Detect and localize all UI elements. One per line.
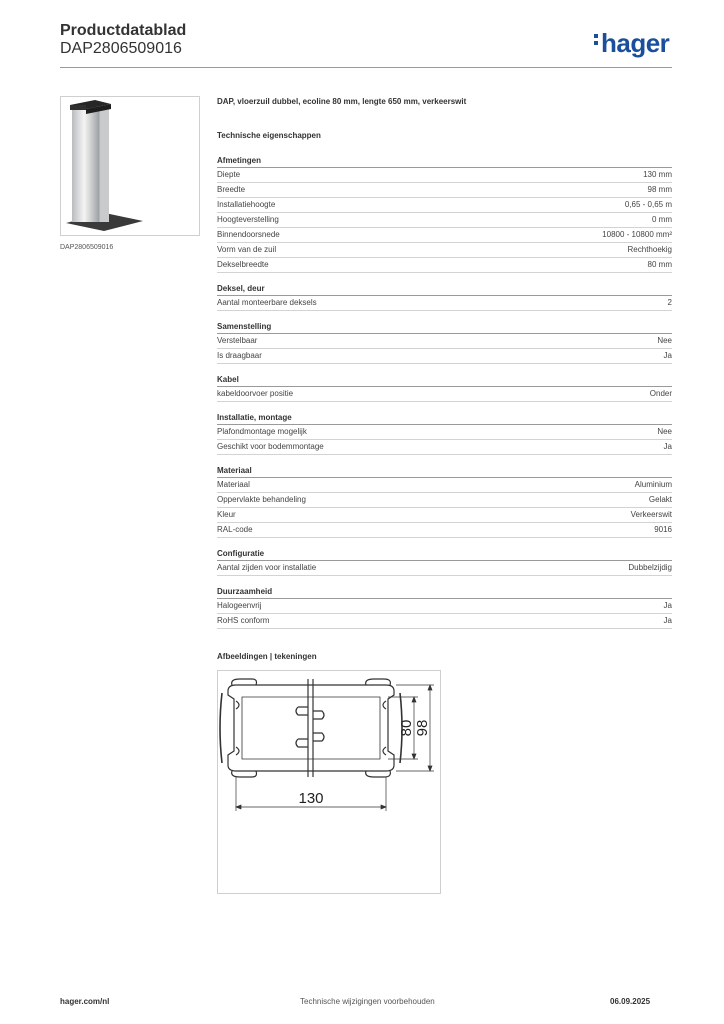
spec-row [217, 183, 672, 198]
cross-section-drawing [218, 671, 440, 893]
spec-row [217, 296, 672, 311]
product-code: DAP2806509016 [60, 40, 182, 57]
spec-section [217, 548, 672, 576]
dim-outer-label: 98 [414, 719, 431, 737]
section-title: Kabel [217, 374, 672, 387]
header-divider [60, 67, 672, 68]
spec-label: Breedte [217, 185, 246, 194]
spec-row [217, 493, 672, 508]
spec-value: 0,65 - 0,65 m [624, 200, 672, 209]
spec-label: RoHS conform [217, 616, 270, 625]
footer-date: 06.09.2025 [610, 997, 651, 1006]
spec-sections [217, 155, 672, 629]
spec-value: Ja [663, 351, 672, 360]
spec-row [217, 213, 672, 228]
spec-section [217, 283, 672, 311]
spec-section [217, 374, 672, 402]
spec-label: Installatiehoogte [217, 200, 276, 209]
spec-section [217, 155, 672, 273]
spec-row [217, 508, 672, 523]
spec-row [217, 334, 672, 349]
spec-value: Ja [663, 616, 672, 625]
logo-text: hager [601, 28, 670, 58]
section-title: Deksel, deur [217, 283, 672, 296]
spec-row [217, 599, 672, 614]
spec-value: 98 mm [647, 185, 672, 194]
logo-dots-icon [594, 34, 599, 48]
spec-row [217, 349, 672, 364]
section-title: Afmetingen [217, 155, 672, 168]
spec-label: Hoogteverstelling [217, 215, 279, 224]
spec-row [217, 561, 672, 576]
spec-label: Verstelbaar [217, 336, 258, 345]
spec-row [217, 614, 672, 629]
dim-inner-label: 80 [398, 719, 415, 737]
spec-label: Materiaal [217, 480, 250, 489]
spec-label: Aantal zijden voor installatie [217, 563, 317, 572]
section-title: Configuratie [217, 548, 672, 561]
spec-row [217, 258, 672, 273]
technical-drawing [217, 670, 441, 894]
section-title: Duurzaamheid [217, 586, 672, 599]
spec-value: Aluminium [634, 480, 672, 489]
footer-website[interactable]: hager.com/nl [60, 997, 110, 1006]
spec-label: RAL-code [217, 525, 253, 534]
drawings-heading: Afbeeldingen | tekeningen [217, 652, 317, 661]
section-title: Installatie, montage [217, 412, 672, 425]
spec-value: Nee [657, 336, 672, 345]
spec-value: 10800 - 10800 mm² [602, 230, 672, 239]
spec-label: kabeldoorvoer positie [217, 389, 294, 398]
spec-value: Rechthoekig [627, 245, 672, 254]
footer-disclaimer: Technische wijzigingen voorbehouden [300, 997, 435, 1006]
page-title: Productdatablad [60, 22, 187, 39]
spec-value: Nee [657, 427, 672, 436]
spec-label: Aantal monteerbare deksels [217, 298, 317, 307]
spec-section [217, 321, 672, 364]
spec-value: 9016 [654, 525, 672, 534]
spec-section [217, 586, 672, 629]
spec-value: Verkeerswit [630, 510, 672, 519]
tech-heading: Technische eigenschappen [217, 131, 321, 140]
spec-row [217, 440, 672, 455]
spec-row [217, 198, 672, 213]
spec-value: 130 mm [643, 170, 672, 179]
spec-row [217, 387, 672, 402]
section-title: Samenstelling [217, 321, 672, 334]
spec-label: Is draagbaar [217, 351, 262, 360]
floor-column-icon [61, 97, 199, 235]
spec-label: Plafondmontage mogelijk [217, 427, 307, 436]
spec-value: Ja [663, 601, 672, 610]
spec-label: Dekselbreedte [217, 260, 269, 269]
spec-value: Dubbelzijdig [628, 563, 672, 572]
product-photo [60, 96, 200, 236]
hager-logo [594, 28, 669, 59]
spec-row [217, 523, 672, 538]
spec-label: Halogeenvrij [217, 601, 262, 610]
spec-label: Kleur [217, 510, 236, 519]
dim-width-label: 130 [298, 790, 324, 807]
spec-section [217, 412, 672, 455]
spec-row [217, 478, 672, 493]
spec-label: Diepte [217, 170, 241, 179]
section-title: Materiaal [217, 465, 672, 478]
spec-row [217, 168, 672, 183]
spec-value: 2 [667, 298, 672, 307]
spec-label: Oppervlakte behandeling [217, 495, 306, 504]
spec-row [217, 228, 672, 243]
spec-content [217, 96, 672, 629]
spec-row [217, 425, 672, 440]
spec-value: Ja [663, 442, 672, 451]
spec-label: Geschikt voor bodemmontage [217, 442, 324, 451]
spec-label: Vorm van de zuil [217, 245, 277, 254]
product-description: DAP, vloerzuil dubbel, ecoline 80 mm, lengte 650 mm, verkeerswit [217, 97, 467, 106]
spec-section [217, 465, 672, 538]
spec-value: Gelakt [648, 495, 672, 504]
spec-value: Onder [649, 389, 672, 398]
spec-value: 0 mm [652, 215, 672, 224]
spec-row [217, 243, 672, 258]
photo-caption: DAP2806509016 [60, 244, 114, 251]
spec-value: 80 mm [647, 260, 672, 269]
spec-label: Binnendoorsnede [217, 230, 280, 239]
